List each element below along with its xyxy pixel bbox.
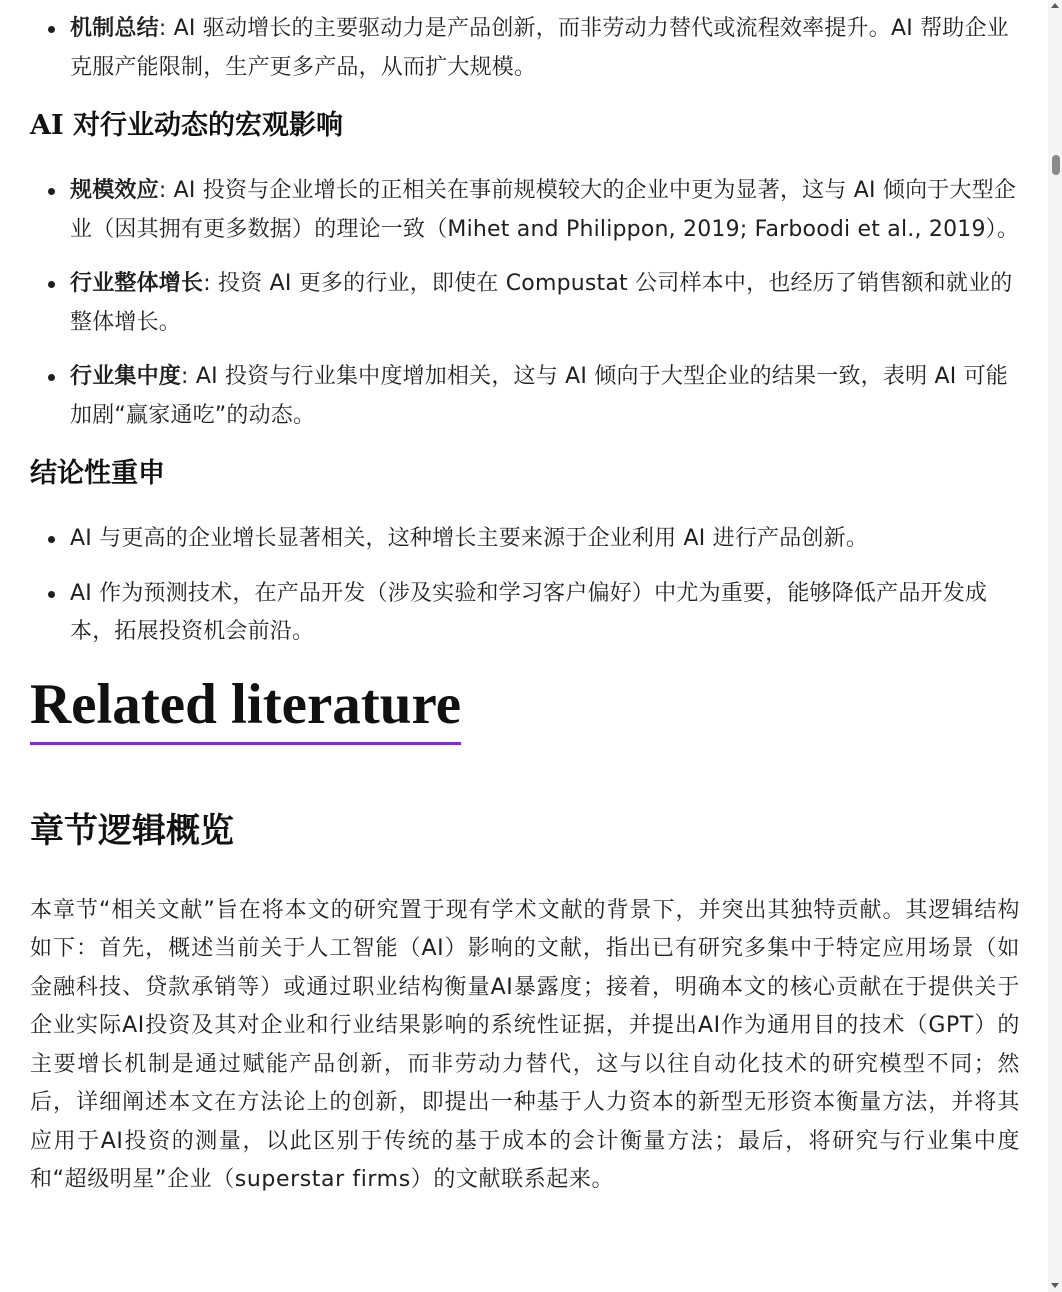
list-item [70, 358, 1020, 435]
scroll-down-arrow-icon[interactable] [1051, 1283, 1059, 1288]
item-label: 规模效应 [70, 178, 159, 203]
item-label: 行业集中度 [70, 364, 182, 389]
related-heading-wrap [30, 672, 1020, 745]
scrollbar-thumb[interactable] [1052, 155, 1060, 175]
item-text: : AI 驱动增长的主要驱动力是产品创新，而非劳动力替代或流程效率提升。AI 帮助企业克服产能限制，生产更多产品，从而扩大规模。 [70, 16, 1009, 80]
scroll-up-arrow-icon[interactable] [1051, 3, 1059, 8]
document-page [30, 0, 1020, 1200]
macro-list [30, 172, 1020, 435]
conclusion-list [30, 520, 1020, 652]
section-heading-conclusion: 结论性重申 [30, 458, 165, 489]
list-item [70, 265, 1020, 342]
list-item: AI 作为预测技术，在产品开发（涉及实验和学习客户偏好）中尤为重要，能够降低产品开发成本，拓展投资机会前沿。 [70, 575, 1020, 652]
chapter-logic-heading: 章节逻辑概览 [30, 810, 234, 851]
list-item: AI 与更高的企业增长显著相关，这种增长主要来源于企业利用 AI 进行产品创新。 [70, 520, 1020, 559]
section-heading-macro: AI 对行业动态的宏观影响 [30, 110, 343, 141]
item-text: : 投资 AI 更多的行业，即使在 Compustat 公司样本中，也经历了销售额和就业的整体增长。 [70, 271, 1013, 335]
item-label: 行业整体增长 [70, 271, 204, 296]
chapter-logic-paragraph: 本章节“相关文献”旨在将本文的研究置于现有学术文献的背景下，并突出其独特贡献。其逻辑结构如下：首先，概述当前关于人工智能（AI）影响的文献，指出已有研究多集中于特定应用场景（如金融科技、贷款承销等）或通过职业结构衡量AI暴露度；接着，明确本文的核心贡献在于提供关于企业实际AI投资及其对企业和行业结果影响的系统性证据，并提出AI作为通用目的技术（GPT）的主要增长机制是通过赋能产品创新，而非劳动力替代，这与以往自动化技术的研究模型不同；然后，详细阐述本文在方法论上的创新，即提出一种基于人力资本的新型无形资本衡量方法，并将其应用于AI投资的测量，以此区别于传统的基于成本的会计衡量方法；最后，将研究与行业集中度和“超级明星”企业（superstar firms）的文献联系起来。 [30, 897, 1020, 1192]
vertical-scrollbar[interactable] [1048, 0, 1062, 1292]
related-literature-heading: Related literature [30, 672, 461, 745]
item-text: : AI 投资与行业集中度增加相关，这与 AI 倾向于大型企业的结果一致，表明 AI 可能加剧“赢家通吃”的动态。 [70, 364, 1009, 428]
list-item [70, 172, 1020, 249]
item-text: : AI 投资与企业增长的正相关在事前规模较大的企业中更为显著，这与 AI 倾向于大型企业（因其拥有更多数据）的理论一致（Mihet and Philippon, 2019; Farboodi et al., 2019）。 [70, 178, 1020, 242]
list-item [70, 10, 1020, 87]
mechanism-list [30, 10, 1020, 87]
item-label: 机制总结 [70, 16, 159, 41]
